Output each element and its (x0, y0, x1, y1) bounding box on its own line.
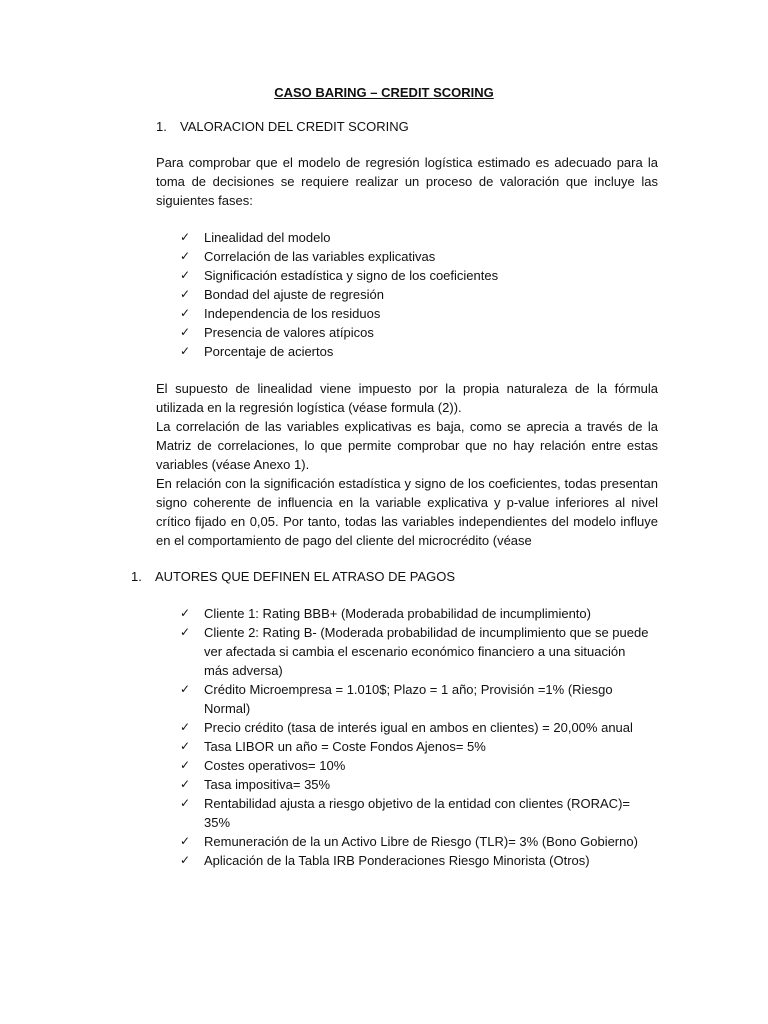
checkmark-icon: ✓ (180, 739, 191, 753)
section-heading-autores (131, 567, 631, 587)
list-item (180, 832, 650, 851)
checkmark-icon: ✓ (180, 325, 191, 339)
checkmark-icon: ✓ (180, 249, 191, 263)
list-item-text: Porcentaje de aciertos (204, 344, 334, 359)
list-item-text: Cliente 1: Rating BBB+ (Moderada probabilidad de incumplimiento) (204, 606, 591, 621)
parameters-list (180, 604, 650, 870)
list-item (180, 623, 650, 680)
list-item-text: Correlación de las variables explicativas (204, 249, 436, 264)
checkmark-icon: ✓ (180, 268, 191, 282)
significance-paragraph: En relación con la significación estadística y signo de los coeficientes, todas presentan signo coherente de influencia en la variable explicativa y p-value inferiores al nivel crítico fijado en 0,05. Por tanto, todas las variables independientes del modelo influye en el comportamiento de pago del cliente del microcrédito (véase (156, 476, 658, 548)
list-item (180, 304, 660, 323)
list-item-text: Bondad del ajuste de regresión (204, 287, 384, 302)
intro-text: Para comprobar que el modelo de regresión logística estimado es adecuado para la toma de decisiones se requiere realizar un proceso de valoración que incluye las siguientes fases: (156, 155, 658, 208)
checkmark-icon: ✓ (180, 287, 191, 301)
checkmark-icon: ✓ (180, 682, 191, 696)
intro-paragraph (156, 153, 658, 210)
list-item (180, 323, 660, 342)
list-item-text: Independencia de los residuos (204, 306, 381, 321)
checkmark-icon: ✓ (180, 230, 191, 244)
list-item-text: Crédito Microempresa = 1.010$; Plazo = 1 año; Provisión =1% (Riesgo Normal) (204, 682, 613, 716)
checkmark-icon: ✓ (180, 853, 191, 867)
list-item-text: Tasa impositiva= 35% (204, 777, 331, 792)
list-item (180, 285, 660, 304)
list-item-text: Cliente 2: Rating B- (Moderada probabilidad de incumplimiento que se puede ver afectada si cambia el escenario económico financiero a una situación más adversa) (204, 625, 649, 678)
list-item (180, 604, 650, 623)
list-item (180, 266, 660, 285)
checkmark-icon: ✓ (180, 606, 191, 620)
list-item-text: Precio crédito (tasa de interés igual en ambos en clientes) = 20,00% anual (204, 720, 633, 735)
phases-list (180, 228, 660, 361)
section-number: 1. (131, 569, 142, 584)
section-heading-text: VALORACION DEL CREDIT SCORING (180, 119, 409, 134)
list-item (180, 794, 650, 832)
checkmark-icon: ✓ (180, 777, 191, 791)
list-item (180, 228, 660, 247)
checkmark-icon: ✓ (180, 834, 191, 848)
document-title: CASO BARING – CREDIT SCORING (274, 85, 494, 100)
section-heading-valoracion (156, 117, 656, 137)
list-item (180, 851, 650, 870)
list-item (180, 342, 660, 361)
list-item (180, 756, 650, 775)
checkmark-icon: ✓ (180, 625, 191, 639)
list-item (180, 680, 650, 718)
checkmark-icon: ✓ (180, 306, 191, 320)
section-number: 1. (156, 119, 167, 134)
section-heading-text: AUTORES QUE DEFINEN EL ATRASO DE PAGOS (155, 569, 456, 584)
checkmark-icon: ✓ (180, 796, 191, 810)
list-item-text: Rentabilidad ajusta a riesgo objetivo de la entidad con clientes (RORAC)= 35% (204, 796, 630, 830)
checkmark-icon: ✓ (180, 344, 191, 358)
list-item-text: Costes operativos= 10% (204, 758, 346, 773)
checkmark-icon: ✓ (180, 758, 191, 772)
list-item-text: Aplicación de la Tabla IRB Ponderaciones Riesgo Minorista (Otros) (204, 853, 590, 868)
list-item (180, 775, 650, 794)
list-item-text: Remuneración de la un Activo Libre de Riesgo (TLR)= 3% (Bono Gobierno) (204, 834, 638, 849)
linearity-paragraph: El supuesto de linealidad viene impuesto por la propia naturaleza de la fórmula utilizada en la regresión logística (véase formula (2)). (156, 381, 658, 415)
checkmark-icon: ✓ (180, 720, 191, 734)
list-item (180, 247, 660, 266)
list-item (180, 737, 650, 756)
list-item-text: Significación estadística y signo de los coeficientes (204, 268, 499, 283)
list-item-text: Presencia de valores atípicos (204, 325, 374, 340)
list-item (180, 718, 650, 737)
list-item-text: Linealidad del modelo (204, 230, 331, 245)
correlation-paragraph: La correlación de las variables explicativas es baja, como se aprecia a través de la Matriz de correlaciones, lo que permite comprobar que no hay relación entre estas variables (véase Anexo 1). (156, 419, 658, 472)
list-item-text: Tasa LIBOR un año = Coste Fondos Ajenos= 5% (204, 739, 486, 754)
analysis-paragraphs (156, 379, 658, 550)
